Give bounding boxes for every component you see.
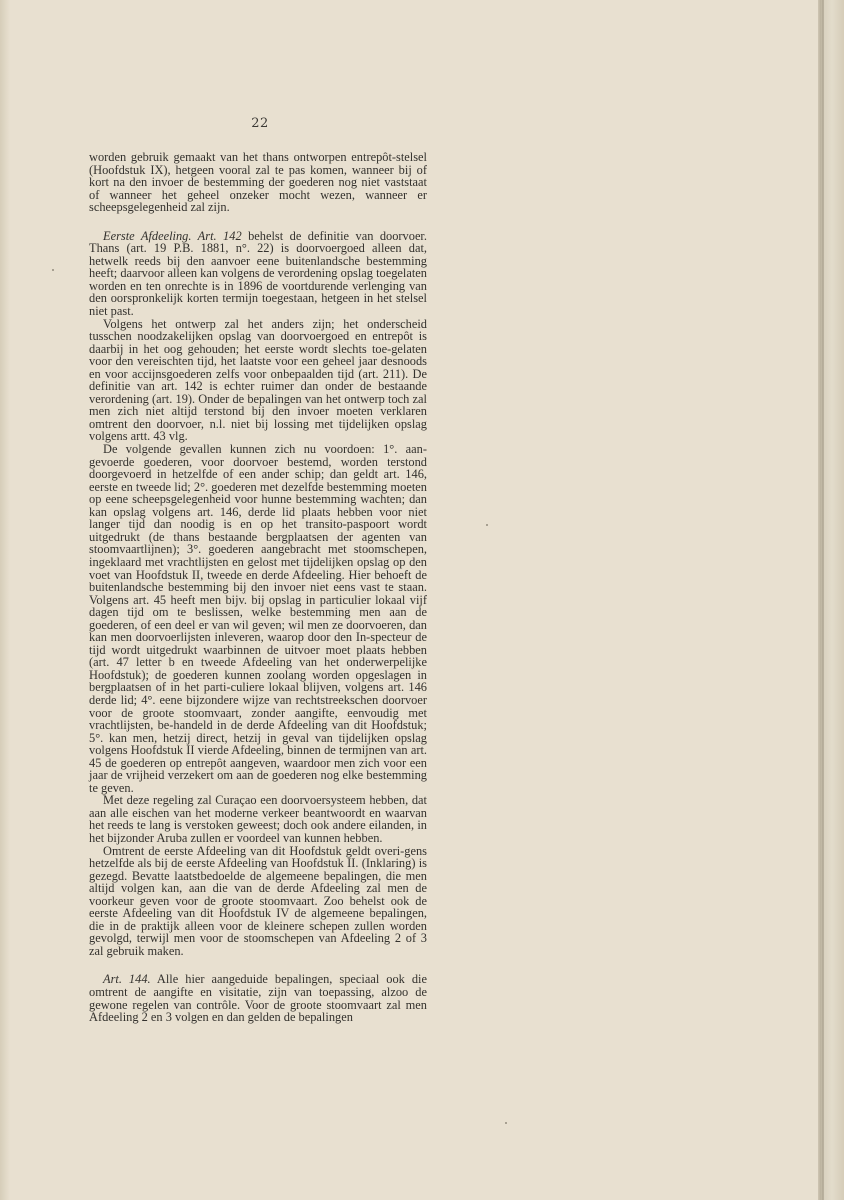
paragraph-text: De volgende gevallen kunnen zich nu voordoen: 1°. aan-gevoerde goederen, voor doorvoer bestemd, worden terstond doorgevoerd in hetzelfde of een ander schip; dan geldt art. 146, eerste en tweede lid; 2°. goederen met dezelfde bestemming moeten op eene scheepsgelegenheid voor hunne bestemming wachten; dan kan opslag volgens art. 146, derde lid plaats hebben voor niet langer tijd dan noodig is en op het transito-paspoort wordt uitgedrukt (de thans bestaande bergplaatsen der agenten van stoomvaartlijnen); 3°. goederen aangebracht met stoomschepen, ingeklaard met vrachtlijsten en gelost met tijdelijken opslag op den voet van Hoofdstuk II, tweede en derde Afdeeling. Hier behoeft de buitenlandsche bestemming bij den invoer niet eens vast te staan. Volgens art. 45 heeft men bijv. bij opslag in particulier lokaal vijf dagen tijd om te beslissen, welke bestemming men aan de goederen, of een deel er van wil geven; wil men ze doorvoeren, dan kan men doorvoerlijsten inleveren, waarop door den In-specteur de tijd wordt uitgedrukt waarbinnen de uitvoer moet plaats hebben (art. 47 letter b en tweede Afdeeling van het onderwerpelijke Hoofdstuk); de goederen kunnen zoolang worden opgeslagen in bergplaatsen of in het parti-culiere lokaal blijven, volgens art. 146 derde lid; 4°. eene bijzondere wijze van rechtstreekschen doorvoer voor de groote stoomvaart, zonder aangifte, eenvoudig met vrachtlijsten, be-handeld in de derde Afdeeling van dit Hoofdstuk; 5°. kan men, hetzij direct, hetzij in geval van tijdelijken opslag volgens Hoofdstuk II vierde Afdeeling, binnen de termijnen van art. 45 de goederen op entrepôt aangeven, waardoor men zich voor een jaar de vrijheid verzekert om aan de goederen nog elke bestemming te geven. (89, 442, 427, 795)
paragraph-text: Alle hier aangeduide bepalingen, speciaal ook die omtrent de aangifte en visitatie, zijn van toepassing, alzoo de gewone regelen van contrôle. Voor de groote stoomvaart zal men Afdeeling 2 en 3 volgen en dan gelden de bepalingen (89, 972, 427, 1025)
section-heading-italic: Eerste Afdeeling. Art. 142 (103, 228, 242, 243)
paragraph-text: Met deze regeling zal Curaçao een doorvoersysteem hebben, dat aan alle eischen van het moderne verkeer beantwoordt en waarvan het reeds te lang is verstoken geweest; doch ook andere eilanden, in het bijzonder Aruba zullen er voordeel van kunnen hebben. (89, 793, 427, 845)
paragraph-art-144 (89, 973, 427, 1023)
binding-edge-line (822, 0, 824, 1200)
paragraph-ontwerp (89, 318, 427, 443)
paragraph-omtrent (89, 845, 427, 958)
paragraph-text: Volgens het ontwerp zal het anders zijn; het onderscheid tusschen noodzakelijken opslag van doorvoergoed en entrepôt is daarbij in het oog gehouden; het eerste wordt slechts toe-gelaten voor den vereischten tijd, het laatste voor een geheel jaar desnoods en voor accijnsgoederen zelfs voor onbepaalden tijd (art. 211). De definitie van art. 142 is echter ruimer dan onder de bestaande verordening (art. 19). Onder de bepalingen van het ontwerp toch zal men zich niet altijd terstond bij den invoer moeten verklaren omtrent den doorvoer, n.l. niet bij lossing met tijdelijken opslag volgens artt. 43 vlg. (89, 316, 427, 444)
paragraph-continuation (89, 151, 427, 214)
article-heading-italic: Art. 144. (103, 972, 151, 987)
page-number: 22 (251, 116, 269, 131)
paragraph-text: worden gebruik gemaakt van het thans ontworpen entrepôt-stelsel (Hoofdstuk IX), hetgeen vooral zal te pas komen, wanneer bij of kort na den invoer de bestemming der goederen nog niet vaststaat of wanneer het geheel onzeker mocht wezen, wanneer er scheepsgelegenheid zal zijn. (89, 150, 427, 215)
paragraph-text: Omtrent de eerste Afdeeling van dit Hoofdstuk geldt overi-gens hetzelfde als bij de eerste Afdeeling van Hoofdstuk II. (Inklaring) is gezegd. Bevatte laatstbedoelde de algemeene bepalingen, die men altijd volgen kan, aan die van de derde Afdeeling zal men de voorkeur geven voor de groote stoomvaart. Zoo behelst ook de eerste Afdeeling van dit Hoofdstuk IV de algemeene bepalingen, die in de praktijk alleen voor de kleinere schepen zullen worden gevolgd, terwijl men voor de stoomschepen van Afdeeling 2 of 3 zal gebruik maken. (89, 843, 427, 958)
scan-speck (52, 269, 54, 271)
body-text (89, 151, 427, 1024)
paragraph-eerste-afdeeling (89, 230, 427, 318)
page-left-edge (0, 0, 10, 1200)
scan-speck (486, 524, 488, 526)
scan-speck (505, 1122, 507, 1124)
paragraph-gevallen (89, 443, 427, 794)
paragraph-text: behelst de definitie van doorvoer. Thans (art. 19 P.B. 1881, n°. 22) is doorvoergoed alleen dat, hetwelk reeds bij den aanvoer eene buitenlandsche bestemming heeft; daarvoor alleen kan volgens de verordening opslag toegelaten worden en ten onrechte is in 1896 de voortdurende verlenging van den oorspronkelijk korten termijn toegestaan, hetgeen in het stelsel niet past. (89, 228, 427, 319)
paragraph-curacao (89, 794, 427, 844)
